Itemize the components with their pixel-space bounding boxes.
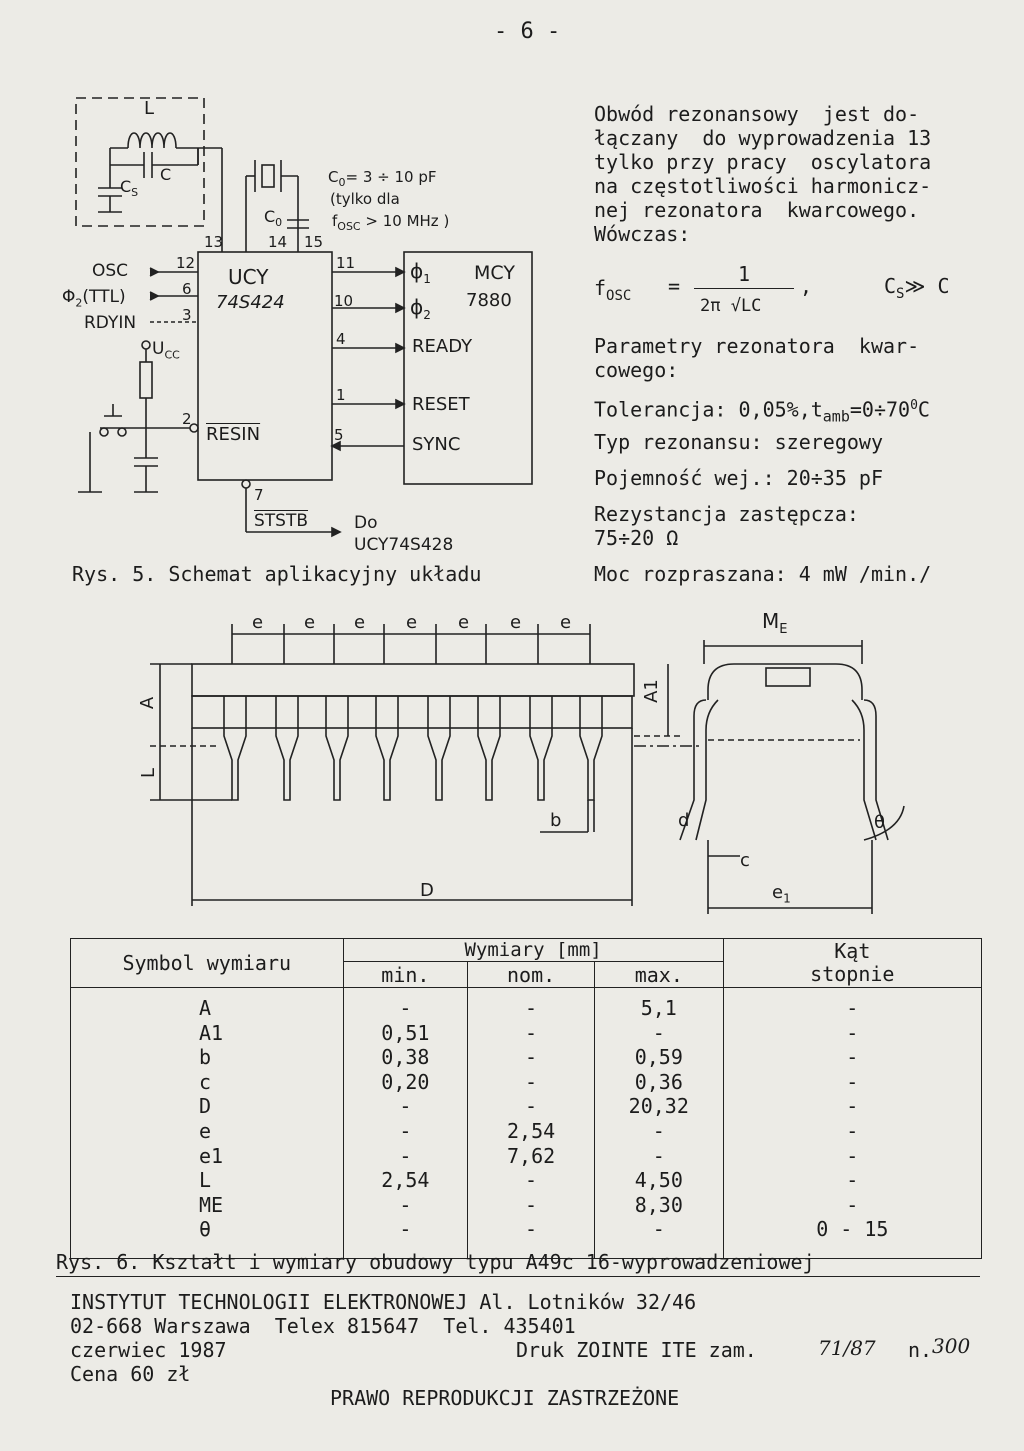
pin-3: 3 (182, 306, 192, 324)
cell-min: 0,51 (381, 1020, 430, 1045)
cell-nom: 2,54 (506, 1118, 556, 1143)
cell-min: - (399, 1094, 412, 1119)
cell-max: - (652, 1143, 665, 1168)
label-chip1-line2: 74S424 (216, 292, 285, 313)
cell-max: 8,30 (634, 1192, 683, 1217)
cell-angle: - (846, 996, 859, 1020)
pin-2: 2 (182, 410, 192, 428)
resistance-line: Rezystancja zastępcza: (594, 502, 859, 526)
cell-nom: - (525, 1168, 538, 1193)
pin-14: 14 (268, 233, 288, 251)
pin-4: 4 (336, 330, 346, 348)
dim-a1-label: A1 (640, 679, 662, 703)
dim-me-label: $M_E$ (762, 609, 788, 637)
dim-a-label: A (137, 696, 159, 710)
column-max (594, 988, 723, 1259)
cell-min: 0,38 (381, 1045, 430, 1070)
label-c0: $C_0$ (264, 207, 283, 230)
dim-c-label: c (740, 850, 750, 871)
pin-10: 10 (334, 292, 354, 310)
label-do-target: UCY74S428 (354, 535, 454, 555)
dim-e-label: e (510, 612, 522, 633)
figure-caption-5: Rys. 5. Schemat aplikacyjny układu (72, 562, 482, 586)
cell-max: 5,1 (640, 996, 677, 1020)
column-angle (723, 988, 981, 1259)
cell-min: - (399, 996, 412, 1020)
cell-angle: - (846, 1020, 859, 1045)
dim-l-label: L (138, 767, 160, 779)
column-nom (468, 988, 595, 1259)
cell-min: - (399, 1217, 412, 1242)
intro-line: na częstotliwości harmonicz- (594, 174, 932, 198)
dim-e-label: e (252, 612, 264, 633)
cell-nom: - (525, 1192, 538, 1217)
dim-e-label: e (406, 612, 418, 633)
label-capacitor-cs: $C_S$ (120, 177, 139, 200)
dim-e-label: e (354, 612, 366, 633)
params-line: cowego: (594, 358, 679, 382)
label-chip2-line1: MCY (474, 262, 515, 284)
cell-nom: - (525, 1020, 538, 1045)
footer-institute: INSTYTUT TECHNOLOGII ELEKTRONOWEJ Al. Lotników 32/46 (70, 1290, 697, 1314)
label-c0-note2: $f_{OSC} > 10$ MHz ) (332, 212, 450, 233)
column-symbols (71, 988, 344, 1259)
label-osc: OSC (92, 261, 129, 281)
cell-min: 2,54 (381, 1168, 430, 1193)
header-min: min. (343, 962, 468, 988)
footer-address: 02-668 Warszawa Telex 815647 Tel. 435401 (70, 1314, 576, 1338)
footer-order-number: 71/87 (818, 1336, 876, 1360)
cell-max: 4,50 (634, 1168, 683, 1193)
intro-line: Wówczas: (594, 222, 691, 246)
formula-fosc: $f_{OSC}$ (594, 276, 632, 304)
cell-max: - (652, 1020, 665, 1045)
header-angle: Kąt stopnie (723, 939, 981, 988)
cell-nom: 7,62 (506, 1143, 556, 1168)
footer-copies: 300 (932, 1334, 971, 1358)
label-ststb: STSTB (254, 511, 309, 531)
cell-symbol: c (199, 1069, 212, 1094)
intro-line: tylko przy pracy oscylatora (594, 150, 932, 174)
package-body-top (192, 664, 634, 696)
cell-max: 0,59 (634, 1045, 683, 1070)
cell-symbol: b (199, 1045, 212, 1070)
label-capacitor-c: C (160, 165, 172, 184)
table-body-row (71, 988, 982, 1259)
cell-angle: - (846, 1168, 859, 1193)
cell-symbol: D (199, 1094, 212, 1119)
resonance-line: Typ rezonansu: szeregowy (594, 430, 883, 454)
column-min (343, 988, 468, 1259)
cell-max: 20,32 (628, 1094, 689, 1119)
label-c0-value: $C_0= 3 \div 10$ pF (328, 168, 437, 189)
cell-nom: - (525, 1069, 538, 1094)
cell-angle: - (846, 1192, 859, 1217)
dim-theta-label: θ (874, 812, 886, 833)
label-do: Do (354, 513, 378, 533)
footer-rights: PRAWO REPRODUKCJI ZASTRZEŻONE (330, 1386, 680, 1410)
intro-line: nej rezonatora kwarcowego. (594, 198, 920, 222)
dim-d-label: D (420, 880, 434, 901)
dim-e-label: e (304, 612, 316, 633)
cell-nom: - (525, 1217, 538, 1242)
end-view-body (708, 664, 862, 700)
figure-caption-6: Rys. 6. Kształt i wymiary obudowy typu A49c 16-wyprowadzeniowej (56, 1250, 815, 1274)
pin-6: 6 (182, 280, 192, 298)
cell-max: - (652, 1217, 665, 1242)
dim-d-small-label: d (678, 810, 690, 831)
cell-max: - (652, 1118, 665, 1143)
power-line: Moc rozpraszana: 4 mW /min./ (594, 562, 932, 586)
label-ready: READY (412, 336, 473, 357)
dim-b-label: b (550, 810, 562, 831)
cell-symbol: A (199, 996, 212, 1020)
footer-print: Druk ZOINTE ITE zam. (516, 1338, 757, 1362)
cell-angle: - (846, 1069, 859, 1094)
label-phi2: $\phi_2$ (410, 295, 431, 322)
pin-13: 13 (204, 233, 224, 251)
label-resin: RESIN (206, 424, 261, 445)
dim-e1-label: $e_1$ (772, 882, 791, 906)
formula-denominator: 2π √LC (700, 296, 762, 316)
capacitance-line: Pojemność wej.: 20÷35 pF (594, 466, 883, 490)
formula-comma: , (800, 274, 813, 298)
formula-cs: $C_S≫$ C (884, 274, 950, 302)
header-dimensions: Wymiary [mm] (343, 939, 723, 962)
cell-nom: - (525, 1094, 538, 1119)
pin-7: 7 (254, 486, 264, 504)
footer-price: Cena 60 zł (70, 1362, 191, 1386)
dim-e-label: e (560, 612, 572, 633)
cell-max: 0,36 (634, 1069, 683, 1094)
cell-angle: 0 - 15 (816, 1217, 889, 1242)
formula-numerator: 1 (738, 262, 751, 286)
cell-angle: - (846, 1118, 859, 1143)
label-reset: RESET (412, 394, 470, 415)
header-max: max. (594, 962, 723, 988)
header-symbol: Symbol wymiaru (71, 939, 344, 988)
cell-nom: - (525, 1045, 538, 1070)
cell-symbol: θ (199, 1217, 212, 1242)
resistance-value: 75÷20 Ω (594, 526, 679, 550)
intro-line: Obwód rezonansowy jest do- (594, 102, 920, 126)
intro-line: łączany do wyprowadzenia 13 (594, 126, 932, 150)
label-sync: SYNC (412, 434, 461, 455)
package-pins (224, 696, 602, 800)
label-c0-note1: (tylko dla (330, 190, 400, 208)
cell-angle: - (846, 1045, 859, 1070)
pin-15: 15 (304, 233, 324, 251)
label-phi1: $\phi_1$ (410, 259, 431, 286)
header-nom: nom. (468, 962, 595, 988)
cell-symbol: L (199, 1168, 212, 1193)
label-phi2-ttl: $\Phi_2(TTL)$ (62, 287, 126, 310)
footer-rule (56, 1276, 980, 1277)
cell-symbol: ME (199, 1192, 224, 1217)
dimensions-table (70, 938, 982, 1259)
cell-min: - (399, 1143, 412, 1168)
cell-min: - (399, 1192, 412, 1217)
cell-nom: - (525, 996, 538, 1020)
tolerance-line: Tolerancja: $0,05\%,t_{amb}=0\div 70^0C$ (594, 397, 930, 426)
cell-min: 0,20 (381, 1069, 430, 1094)
formula-equals: = (668, 274, 681, 298)
pin-5: 5 (334, 426, 344, 444)
label-chip2-line2: 7880 (466, 290, 512, 311)
dim-e-label: e (458, 612, 470, 633)
label-inductor: L (144, 98, 155, 119)
cell-angle: - (846, 1094, 859, 1119)
cell-angle: - (846, 1143, 859, 1168)
params-line: Parametry rezonatora kwar- (594, 334, 920, 358)
pin-1: 1 (336, 386, 346, 404)
page-number: - 6 - (494, 19, 561, 44)
footer-copies-label: n. (908, 1338, 933, 1362)
label-ucc: $U_{CC}$ (152, 339, 180, 362)
footer-date: czerwiec 1987 (70, 1338, 227, 1362)
label-rdyin: RDYIN (84, 313, 137, 333)
label-chip1-line1: UCY (228, 265, 269, 289)
pin-12: 12 (176, 254, 196, 272)
cell-symbol: e (199, 1118, 212, 1143)
cell-symbol: A1 (199, 1020, 224, 1045)
pin-11: 11 (336, 254, 356, 272)
cell-symbol: e1 (199, 1143, 224, 1168)
cell-min: - (399, 1118, 412, 1143)
